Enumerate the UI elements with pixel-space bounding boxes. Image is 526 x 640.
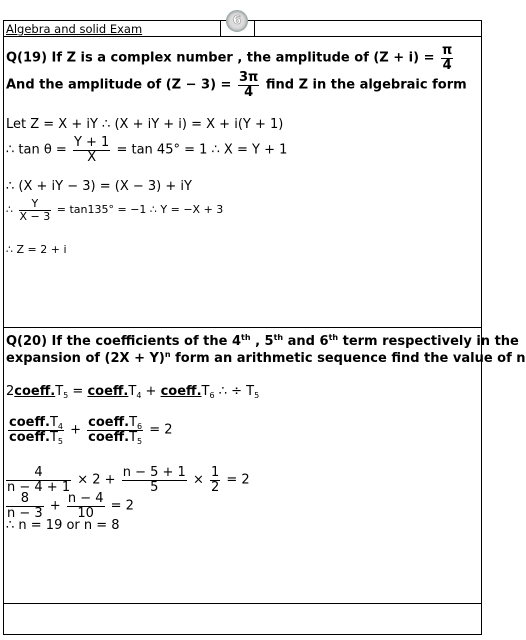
q19-step-tan135: ∴ $\frac{Y}{X - 3}$ = tan135° = −1 ∴ Y = −X + 3 bbox=[6, 197, 224, 223]
fraction: $\frac{1}{2}$ bbox=[210, 465, 220, 495]
question-divider bbox=[3, 327, 482, 328]
q20-step-ratio-equation: $\frac{coeff.T_4}{coeff.T_5}$ + $\frac{coeff.T_6}{coeff.T_5}$ = 2 bbox=[9, 415, 173, 446]
page-number: 6 bbox=[232, 13, 242, 27]
fraction: $\frac{coeff.T_4}{coeff.T_5}$ bbox=[9, 415, 63, 446]
q20-statement-line1: Q(20) If the coefficients of the 4th , 5th and 6th term respectively in the bbox=[6, 333, 519, 349]
header-rule bbox=[3, 36, 482, 37]
q19-step-let: Let Z = X + iY ∴ (X + iY + i) = X + i(Y + 1) bbox=[6, 117, 284, 132]
q20-step-simplified: $\frac{8}{n - 3}$ + $\frac{n - 4}{10}$ = 2 bbox=[7, 491, 134, 521]
q19-statement-line1: Q(19) If Z is a complex number , the amplitude of (Z + i) = $\frac{\pi}{4}$ bbox=[6, 43, 453, 73]
header-divider-left bbox=[220, 20, 221, 36]
q20-step-coefficient-relation: $2coeff.T_5$ = $coeff.T_4$ + $coeff.T_6$ ∴ ÷ $T_5$ bbox=[6, 384, 260, 400]
fraction: $\frac{\pi}{4}$ bbox=[442, 43, 453, 73]
fraction: $\frac{coeff.T_6}{coeff.T_5}$ bbox=[88, 415, 143, 446]
fraction: $\frac{n - 5 + 1}{5}$ bbox=[122, 465, 186, 495]
q20-statement-line2: expansion of $(2X + Y)^n$ form an arithmetic sequence find the value of n bbox=[6, 350, 526, 366]
q20-answer: ∴ n = 19 or n = 8 bbox=[6, 518, 120, 533]
q19-step-tan: ∴ tan θ = $\frac{Y + 1}{X}$ = tan 45° = 1 ∴ X = Y + 1 bbox=[6, 135, 288, 165]
page-number-badge bbox=[226, 10, 248, 32]
footer-rule bbox=[3, 603, 482, 604]
q19-statement-line2: And the amplitude of (Z − 3) = $\frac{3\pi}{4}$ find Z in the algebraic form bbox=[6, 70, 467, 100]
fraction: $\frac{4}{n - 4 + 1}$ bbox=[7, 465, 71, 495]
fraction: $\frac{3\pi}{4}$ bbox=[238, 70, 259, 100]
q19-step-second: ∴ (X + iY − 3) = (X − 3) + iY bbox=[6, 179, 192, 194]
fraction: $\frac{Y}{X - 3}$ bbox=[19, 197, 51, 223]
q19-answer: ∴ Z = 2 + i bbox=[6, 243, 67, 256]
fraction: $\frac{8}{n - 3}$ bbox=[7, 491, 43, 521]
header-divider-right bbox=[254, 20, 255, 36]
fraction: $\frac{Y + 1}{X}$ bbox=[73, 135, 110, 165]
exam-title: Algebra and solid Exam bbox=[6, 22, 143, 36]
q20-step-substitution: $\frac{4}{n - 4 + 1}$ × 2 + $\frac{n - 5 + 1}{5}$ × $\frac{1}{2}$ = 2 bbox=[7, 465, 250, 495]
fraction: $\frac{n - 4}{10}$ bbox=[67, 491, 104, 521]
